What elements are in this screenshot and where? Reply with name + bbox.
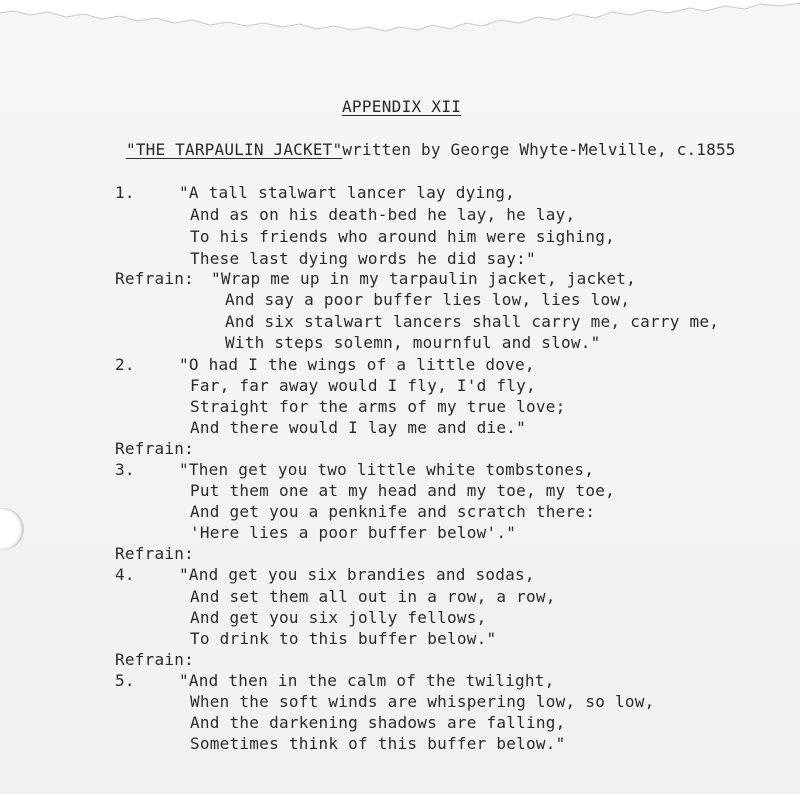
verse-number: 5. (115, 671, 135, 690)
verse-line: And set them all out in a row, a row, (190, 587, 556, 606)
verse-line: "A tall stalwart lancer lay dying, (179, 183, 516, 202)
verse-line: Far, far away would I fly, I'd fly, (190, 376, 536, 395)
verse-line: Put them one at my head and my toe, my toe, (190, 481, 615, 500)
verse-line: To his friends who around him were sighing, (190, 227, 615, 246)
refrain-label: Refrain: (115, 439, 195, 458)
verse-line: These last dying words he did say:" (190, 249, 536, 268)
torn-paper-edge (0, 0, 800, 34)
verse-line: 'Here lies a poor buffer below'." (190, 523, 517, 542)
verse-line: "Then get you two little white tombstones, (179, 460, 595, 479)
refrain-label: Refrain: (115, 544, 195, 563)
verse-number: 3. (115, 460, 135, 479)
refrain-label: Refrain: (115, 269, 195, 288)
refrain-line: And six stalwart lancers shall carry me, carry me, (225, 312, 720, 331)
refrain-line: "Wrap me up in my tarpaulin jacket, jacket, (211, 269, 636, 288)
punch-hole (0, 508, 24, 550)
verse-line: And there would I lay me and die." (190, 418, 527, 437)
verse-line: When the soft winds are whispering low, so low, (190, 692, 655, 711)
verse-line: Sometimes think of this buffer below." (190, 734, 566, 753)
verse-line: "And then in the calm of the twilight, (179, 671, 555, 690)
verse-line: To drink to this buffer below." (190, 629, 497, 648)
song-heading (126, 140, 736, 159)
verse-number: 1. (115, 183, 135, 202)
verse-line: And as on his death-bed he lay, he lay, (190, 205, 576, 224)
refrain-line: With steps solemn, mournful and slow." (225, 333, 601, 352)
refrain-label: Refrain: (115, 650, 195, 669)
verse-line: And the darkening shadows are falling, (190, 713, 566, 732)
verse-line: Straight for the arms of my true love; (190, 397, 566, 416)
verse-line: And get you a penknife and scratch there: (190, 502, 596, 521)
song-title: "THE TARPAULIN JACKET" (126, 140, 343, 159)
verse-line: And get you six jolly fellows, (190, 608, 487, 627)
song-byline: written by George Whyte-Melville, c.1855 (342, 140, 736, 159)
verse-number: 2. (115, 355, 135, 374)
verse-number: 4. (115, 565, 135, 584)
refrain-line: And say a poor buffer lies low, lies low, (225, 290, 631, 309)
verse-line: "O had I the wings of a little dove, (179, 355, 535, 374)
page-title: APPENDIX XII (342, 97, 462, 116)
verse-line: "And get you six brandies and sodas, (179, 565, 535, 584)
